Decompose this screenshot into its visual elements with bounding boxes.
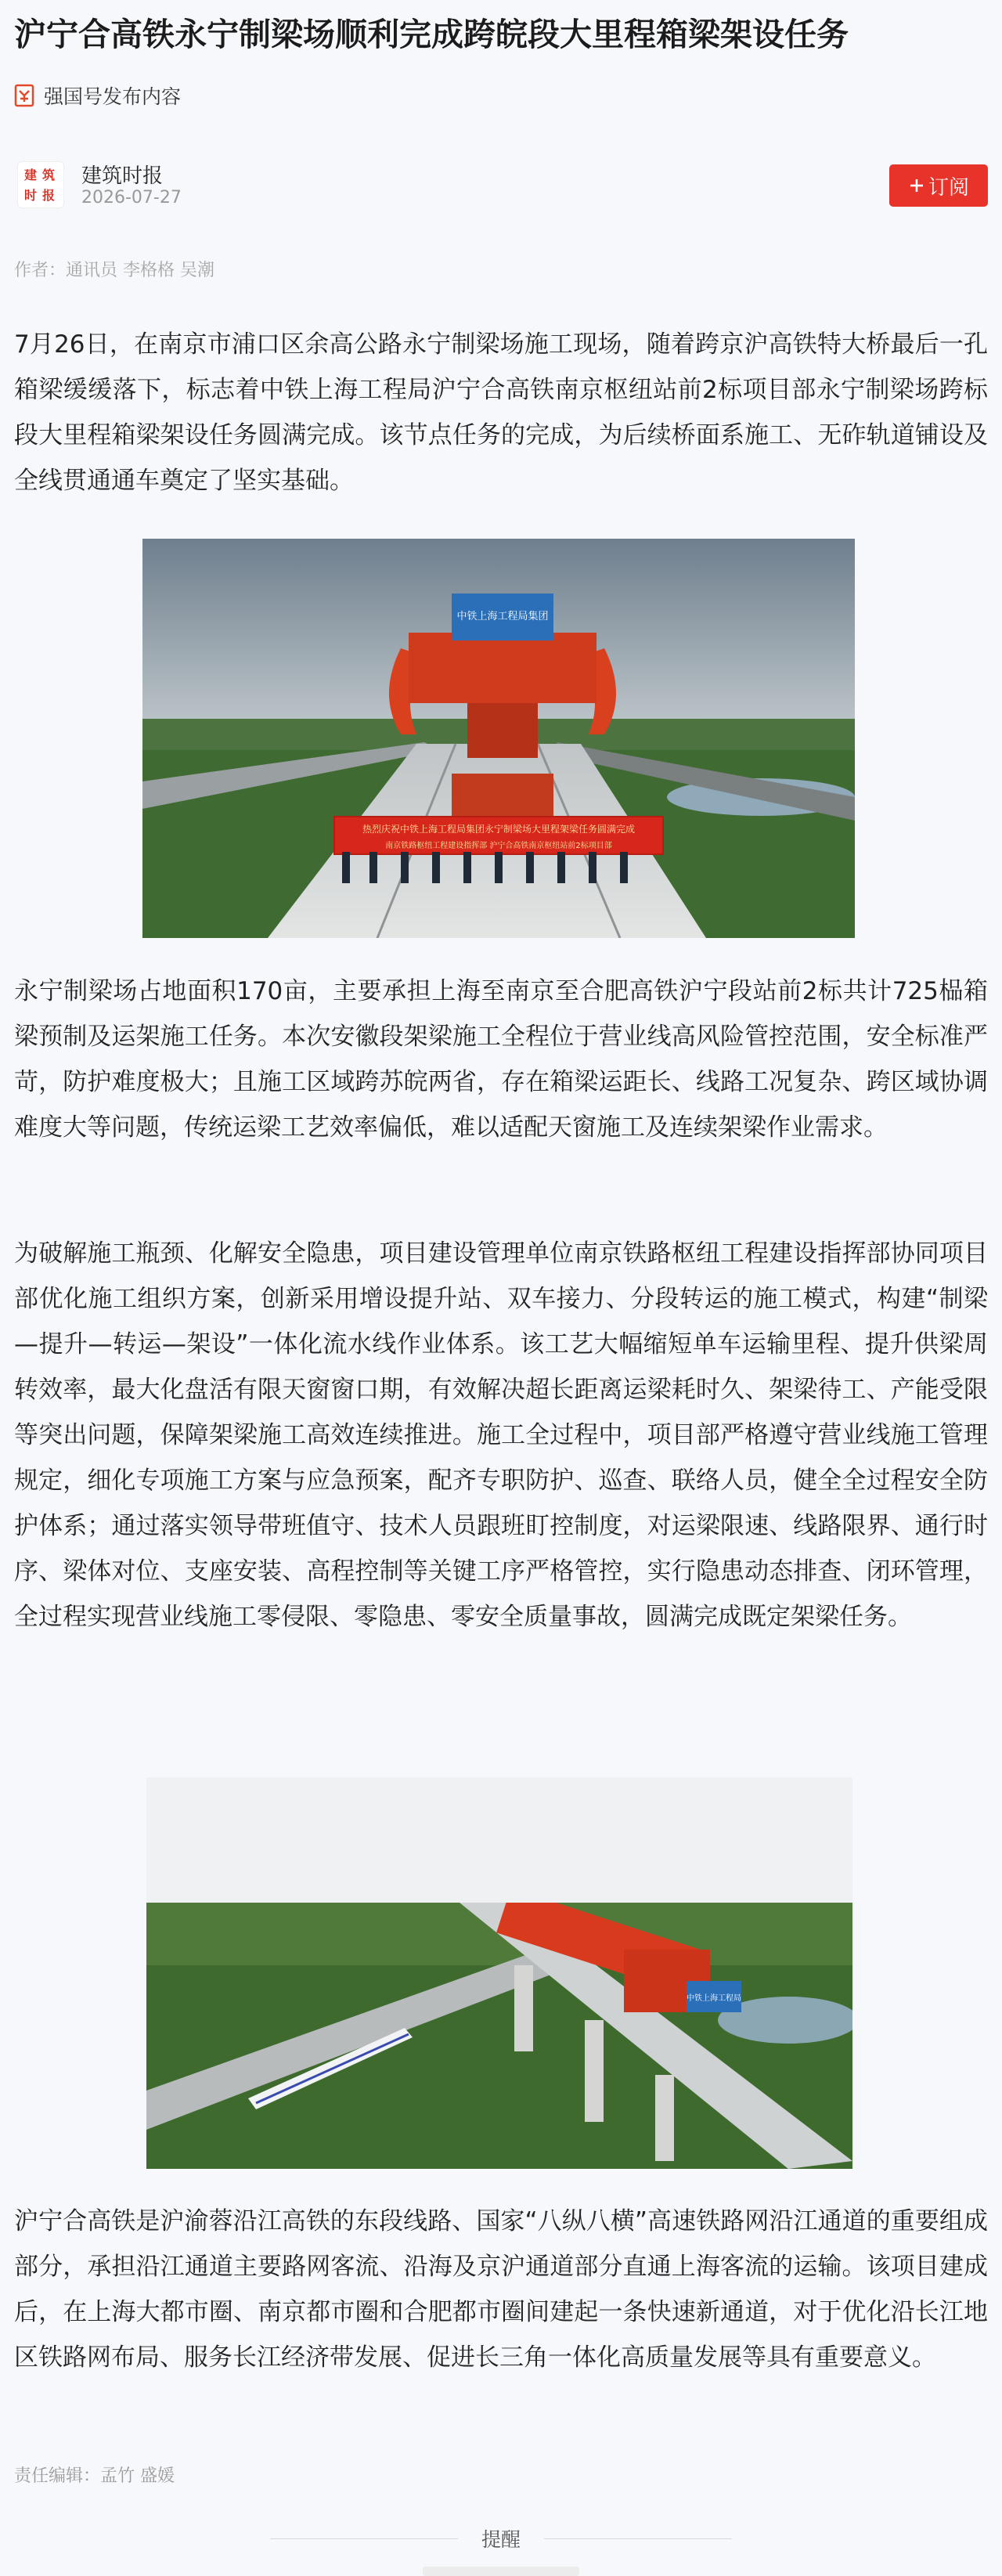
article-photo-beam-launcher	[142, 539, 855, 938]
divider-line	[270, 2538, 458, 2539]
paragraph-3: 为破解施工瓶颈、化解安全隐患，项目建设管理单位南京铁路枢纽工程建设指挥部协同项目部优化施工组织方案，创新采用增设提升站、双车接力、分段转运的施工模式，构建“制梁—提升—转运—架设”一体化流水线作业体系。该工艺大幅缩短单车运输里程、提升供梁周转效率，最大化盘活有限天窗窗口期，有效解决超长距离运梁耗时久、架梁待工、产能受限等突出问题，保障架梁施工高效连续推进。施工全过程中，项目部严格遵守营业线施工管理规定，细化专项施工方案与应急预案，配齐专职防护、巡查、联络人员，健全全过程安全防护体系；通过落实领导带班值守、技术人员跟班盯控制度，对运梁限速、线路限界、通行时序、梁体对位、支座安装、高程控制等关键工序严格管控，实行隐患动态排查、闭环管理，全过程实现营业线施工零侵限、零隐患、零安全质量事故，圆满完成既定架梁任务。	[14, 1239, 988, 1631]
editor-line: 责任编辑：孟竹 盛媛	[14, 2466, 175, 2486]
article-photo-aerial-train	[146, 1777, 852, 2169]
machine-sign-text: 中铁上海工程局集团	[456, 611, 549, 622]
publisher-card	[17, 157, 988, 219]
source-label: 强国号发布内容	[44, 85, 182, 108]
svg-text:时: 时	[24, 188, 38, 203]
xuexi-badge-icon	[14, 84, 34, 107]
notice-body-placeholder	[423, 2567, 579, 2576]
subscribe-button[interactable]	[889, 164, 988, 207]
divider-line	[544, 2538, 732, 2539]
publisher-logo-icon	[18, 162, 63, 207]
paragraph-2: 永宁制梁场占地面积170亩，主要承担上海至南京至合肥高铁沪宁段站前2标共计725榀箱梁预制及运架施工任务。本次安徽段架梁施工全程位于营业线高风险管控范围，安全标准严苛，防护难度极大；且施工区域跨苏皖两省，存在箱梁运距长、线路工况复杂、跨区域协调难度大等问题，传统运梁工艺效率偏低，难以适配天窗施工及连续架梁作业需求。	[14, 977, 988, 1142]
plus-icon	[908, 177, 925, 194]
article-title: 沪宁合高铁永宁制梁场顺利完成跨皖段大里程箱梁架设任务	[14, 16, 849, 53]
svg-text:报: 报	[42, 188, 56, 203]
svg-text:筑: 筑	[42, 168, 56, 182]
svg-text:建: 建	[24, 168, 38, 182]
paragraph-1: 7月26日，在南京市浦口区余高公路永宁制梁场施工现场，随着跨京沪高铁特大桥最后一孔箱梁缓缓落下，标志着中铁上海工程局沪宁合高铁南京枢纽站前2标项目部永宁制梁场跨标段大里程箱梁架设任务圆满完成。该节点任务的完成，为后续桥面系施工、无砟轨道铺设及全线贯通通车奠定了坚实基础。	[14, 330, 988, 495]
publish-date: 2026-07-27	[81, 188, 182, 207]
notice-divider	[0, 2523, 1002, 2554]
banner-line-1: 热烈庆祝中铁上海工程局集团永宁制梁场大里程架梁任务圆满完成	[362, 824, 636, 835]
author-line: 作者：通讯员 李格格 吴潮	[14, 261, 214, 280]
avatar[interactable]	[17, 161, 64, 208]
machine-sign-text-2: 中铁上海工程局	[687, 1994, 741, 2003]
notice-title: 提醒	[481, 2528, 521, 2551]
subscribe-label: 订阅	[928, 175, 969, 200]
source-tag	[14, 80, 181, 111]
paragraph-4: 沪宁合高铁是沪渝蓉沿江高铁的东段线路、国家“八纵八横”高速铁路网沿江通道的重要组成部分，承担沿江通道主要路网客流、沿海及京沪通道部分直通上海客流的运输。该项目建成后，在上海大都市圈、南京都市圈和合肥都市圈间建起一条快速新通道，对于优化沿长江地区铁路网布局、服务长江经济带发展、促进长三角一体化高质量发展等具有重要意义。	[14, 2207, 988, 2372]
publisher-name[interactable]: 建筑时报	[81, 164, 164, 188]
banner-line-2: 南京铁路枢纽工程建设指挥部 沪宁合高铁南京枢纽站前2标项目部	[385, 842, 612, 850]
